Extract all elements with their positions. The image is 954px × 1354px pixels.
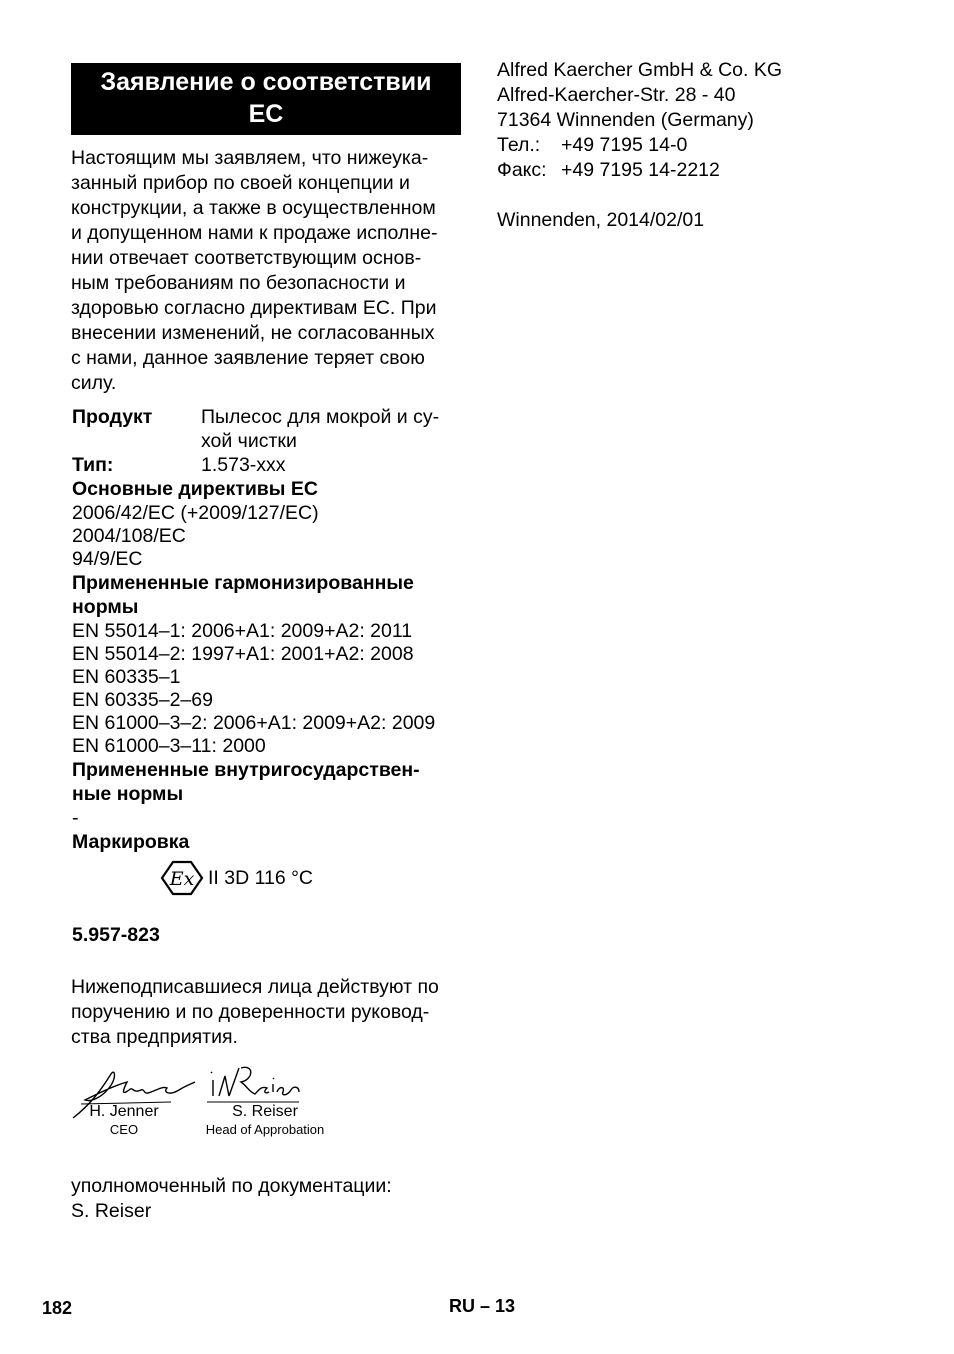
national-value: - bbox=[72, 806, 79, 829]
product-label: Продукт bbox=[72, 406, 153, 428]
signature-jenner bbox=[79, 1103, 169, 1138]
harmonized-heading-line: нормы bbox=[72, 596, 139, 618]
signers-line: ства предприятия. bbox=[71, 1026, 238, 1048]
directive-item: 2006/42/EC (+2009/127/EC) bbox=[72, 501, 319, 524]
directive-item: 94/9/EC bbox=[72, 547, 143, 570]
authorized-label: уполномоченный по документации: bbox=[71, 1175, 392, 1197]
right-column bbox=[497, 58, 917, 233]
type-label: Тип: bbox=[72, 454, 114, 476]
harmonized-item: EN 60335–2–69 bbox=[72, 688, 213, 711]
marking-text: II 3D 116 °C bbox=[208, 866, 313, 889]
signature-reiser bbox=[195, 1103, 335, 1138]
phone-value: +49 7195 14-0 bbox=[561, 134, 688, 156]
product-value-line: Пылесос для мокрой и су- bbox=[201, 406, 440, 428]
national-section bbox=[71, 758, 461, 830]
document-number: 5.957-823 bbox=[72, 924, 160, 946]
marking-heading: Маркировка bbox=[72, 830, 190, 853]
national-heading-line: Примененные внутригосударствен- bbox=[72, 758, 420, 781]
intro-line: внесении изменений, не согласованных bbox=[71, 322, 435, 344]
national-heading-line: ные нормы bbox=[72, 783, 184, 805]
type-row bbox=[71, 453, 461, 477]
harmonized-item: EN 55014–2: 1997+A1: 2001+A2: 2008 bbox=[72, 642, 414, 665]
title-line-1: Заявление о соответствии bbox=[100, 68, 432, 96]
signer-name: H. Jenner bbox=[89, 1103, 159, 1120]
harmonized-item: EN 55014–1: 2006+A1: 2009+A2: 2011 bbox=[72, 619, 413, 642]
signers-paragraph bbox=[71, 975, 461, 1050]
signer-name: S. Reiser bbox=[232, 1103, 298, 1120]
left-column bbox=[71, 63, 461, 1224]
product-row bbox=[71, 405, 461, 453]
fax-label: Факс: bbox=[497, 159, 547, 181]
marking-section bbox=[71, 830, 461, 855]
intro-paragraph bbox=[71, 146, 461, 396]
intro-line: силу. bbox=[71, 372, 117, 394]
type-value-text: 1.573-xxx bbox=[201, 454, 286, 476]
intro-line: ным требованиям по безопасности и bbox=[71, 272, 406, 294]
fax-row bbox=[497, 158, 917, 183]
intro-line: здоровью согласно директивам ЕС. При bbox=[71, 297, 437, 319]
phone-row bbox=[497, 133, 917, 158]
type-value bbox=[201, 453, 286, 477]
marking-row bbox=[160, 860, 461, 896]
intro-line: и допущенном нами к продаже исполне- bbox=[71, 222, 438, 244]
harmonized-item: EN 60335–1 bbox=[72, 665, 181, 688]
signer-role: CEO bbox=[109, 1122, 139, 1137]
intro-line: занный прибор по своей концепции и bbox=[71, 172, 410, 194]
phone-label: Тел.: bbox=[497, 134, 541, 156]
product-value bbox=[201, 405, 439, 453]
fax-value: +49 7195 14-2212 bbox=[561, 159, 720, 181]
harmonized-item: EN 61000–3–11: 2000 bbox=[72, 734, 266, 757]
page-number: 182 bbox=[42, 1298, 73, 1318]
svg-text:Ex: Ex bbox=[169, 868, 195, 890]
intro-line: конструкции, а также в осуществленном bbox=[71, 197, 436, 219]
signer-role: Head of Approbation bbox=[205, 1122, 325, 1137]
page-title bbox=[71, 63, 461, 135]
signers-line: Нижеподписавшиеся лица действуют по bbox=[71, 976, 439, 998]
signatures-block bbox=[71, 1060, 461, 1156]
authorized-person bbox=[71, 1174, 461, 1224]
place-date: Winnenden, 2014/02/01 bbox=[497, 209, 705, 231]
section-page-label: RU – 13 bbox=[449, 1296, 516, 1316]
harmonized-section bbox=[71, 571, 461, 758]
intro-line: с нами, данное заявление теряет свою bbox=[71, 347, 425, 369]
directive-item: 2004/108/EC bbox=[72, 524, 186, 547]
directives-heading: Основные директивы ЕС bbox=[72, 478, 318, 500]
title-line-2: ЕС bbox=[248, 100, 284, 128]
intro-line: нии отвечает соответствующим основ- bbox=[71, 247, 422, 269]
authorized-name: S. Reiser bbox=[71, 1200, 152, 1222]
company-name: Alfred Kaercher GmbH & Co. KG bbox=[497, 59, 783, 81]
product-value-line: хой чистки bbox=[201, 430, 297, 452]
company-city: 71364 Winnenden (Germany) bbox=[497, 109, 754, 131]
signers-line: поручению и по доверенности руковод- bbox=[71, 1001, 430, 1023]
directives-section bbox=[71, 477, 461, 571]
harmonized-heading-line: Примененные гармонизированные bbox=[72, 571, 414, 594]
intro-line: Настоящим мы заявляем, что нижеука- bbox=[71, 147, 429, 169]
ex-mark-icon bbox=[160, 860, 204, 896]
harmonized-item: EN 61000–3–2: 2006+A1: 2009+A2: 2009 bbox=[72, 711, 436, 734]
company-street: Alfred-Kaercher-Str. 28 - 40 bbox=[497, 84, 736, 106]
